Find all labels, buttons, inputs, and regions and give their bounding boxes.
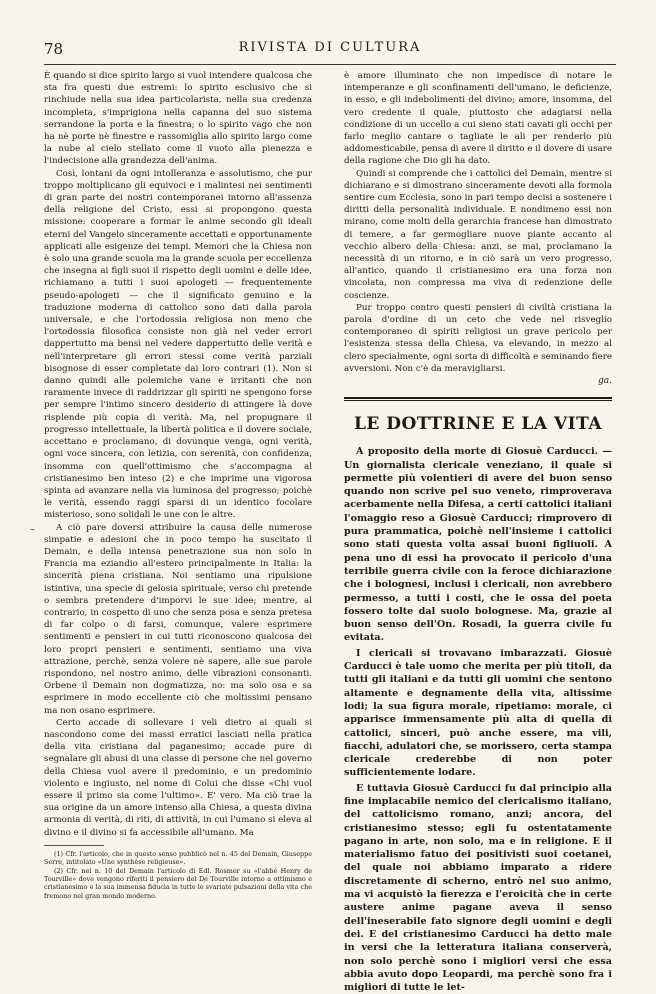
body-paragraph: è amore illuminato che non impedisce di notare le intemperanze e gli sconfinamenti dell'umano, le deficienze, in esso, e gli indebolimenti del divino; amore, insomma, del vero credente il quale, piuttosto che adagiarsi nella condizione di un uccello a cui sieno stati cavati gli occhi per farlo meglio cantare o tagliate le ali per renderlo più addomesticabile, pensa di avere il diritto e il dovere di usare della ragione che Dio gli ha dato. [344,71,612,167]
bold-paragraph: I clericali si trovavano imbarazzati. Giosuè Carducci è tale uomo che merita per più titoli, da tutti gli italiani e da tutti gli uomini che sentono altamente e degnamente della vita, altissime lodi; la sua figura morale, ripetiamo: morale, ci apparisce immensamente più alta di quella di cattolici, sinceri, può anche essere, ma vili, fiacchi, adulatori che, se morissero, certa stampa clericale crederebbe di non poter sufficientemente lodare. [344,647,612,779]
footnote-rule [44,845,104,846]
margin-mark: – [30,524,35,535]
bold-paragraph: E tuttavia Giosuè Carducci fu dal principio alla fine implacabile nemico del clericalismo italiano, del cattolicismo romano, anzi; ancora, del cristianesimo stesso; egli fu ostentatamente pagano in arte, non solo, ma e in religione. E il materialismo fatuo dei positivisti suoi coetanei, del quale noi abbiamo imparato a ridere discretamente di scherno, entrò nel suo animo, ma vi acquistò la fierezza e l'eroicità che in certe austere anime pagane aveva il senso dell'ineserabile fato signore degli uomini e degli dei. E del cristianesimo Carducci ha detto male in versi che la letteratura italiana conserverà, non solo perchè sono i migliori versi che essa abbia avuto dopo Leopardi, ma perchè sono fra i migliori di tutte le let- [344,782,612,994]
header-rule [44,64,616,65]
author-signature: ga. [598,376,612,387]
section-rule-top [344,397,612,399]
section-rule-bottom [344,400,612,401]
body-paragraph: Pur troppo contro questi pensieri di civiltà cristiana la parola d'ordine di un ceto che vede nel risveglio contemporaneo di spiriti religiosi un grave pericolo per l'esistenza stessa della Chiesa, va elevando, in mezzo al clero specialmente, ogni sorta di difficoltà e seminando fiere avversioni. Non c'è da meravigliarsi. [344,302,612,374]
body-paragraph: Così, lontani da ogni intolleranza e assolutismo, che pur troppo moltiplicano gli equivoci e i malintesi nei sentimenti di gran parte dei nostri contemporanei intorno all'assenza della religione del Cristo, essi si propongono questa missione: cooperare a formar le anime secondo gli ideali eterni del Vangelo sinceramente accettati e opportunamente applicati alle esigenze dei tempi. Memori che la Chiesa non è solo una grande scuola ma la grande scuola per eccellenza che insegna ai figli suoi il rispetto degli uomini e delle idee, richiamano a tutti i suoi apologeti — frequentemente pseudo-apologeti — che il significato genuino e la traduzione moderna di cattolico sono dati dalla parola universale, e che l'ortodossia religiosa non meno che l'ortodossia filosofica consiste non già nel veder errori dappertutto ma bensì nel vedere dappertutto delle verità e nell'interpretare gli errori stessi come verità parziali bisognose di esser completate dai loro contrari (1). Non si danno quindi alle polemiche vane e irritanti che non raramente invece di raddrizzar gli spiriti ne spengono forse per sempre l'intimo sincero desiderio di attingere là dove risplende più copia di verità. Ma, nel propugnare il progresso intellettuale, la libertà politica e il dovere sociale, accettano e proclamano, di dovunque venga, ogni verità, ogni voce sincera, con letizia, con serenità, con confidenza, insomma con quell'ottimismo che s'accompagna al cristianesimo ben inteso (2) e che imprime una vigorosa spinta ad avanzare nella via luminosa del progresso; poichè le verità, essendo raggi sparsi di un identico focolare misterioso, sono solidali le une con le altre. [44,168,312,521]
body-paragraph: È quando si dice spirito largo si vuol intendere qualcosa che sta fra questi due estremi: lo spirito esclusivo che si rinchiude nella sua idea particolarista, nella sua credenza incompleta, s'imprigiona nella capanna del suo sistema serrandone la porta e la finestra; o lo spirito vago che non ha nè porte nè finestre e rassomiglia allo spirito largo come la nube al cielo stellato come il vuoto alla pienezza e l'indecisione alla grandezza dell'anima. [44,71,312,167]
body-paragraph: Certo accade di sollevare i veli dietro ai quali si nascondono come dei massi erratici lasciati nella pratica della vita cristiana dal paganesimo; accade pure di segnalare gli abusi di una classe di persone che nel governo della Chiesa vuol avere il predominio, e un predominio violento e ingiusto, nel nome di Colui che disse «Chi vuol essere il primo sia come l'ultimo». E' vero. Ma ciò trae la sua origine da un amore intenso alla Chiesa, a questa divina armonia di verità, di riti, di attività, in cui l'umano si eleva al divino e il divino si fa accessibile all'umano. Ma [44,717,312,838]
bold-paragraph: A proposito della morte di Giosuè Carducci. — Un giornalista clericale veneziano, il quale si permette più volentieri di avere del buon senso quando non scrive pel suo veneto, rimproverava acerbamente nella Difesa, a certi cattolici italiani l'omaggio reso a Giosuè Carducci; rimprovero di pura prammatica, poichè nell'insieme i cattolici sono stati questa volta assai buoni figliuoli. A pena uno di essi ha provocato il pericolo d'una terribile guerra civile con la feroce dichiarazione che i bolognesi, inclusi i clericali, non avrebbero permesso, a tutti i costi, che le ossa del poeta fossero tolte dal suolo bolognese. Ma, grazie al buon senso dell'On. Rosadi, la guerra civile fu evitata. [344,446,612,644]
left-column [44,70,312,900]
page-number: 78 [44,40,64,58]
journal-title: RIVISTA DI CULTURA [238,40,422,55]
section-body [344,445,612,994]
section-title: LE DOTTRINE E LA VITA [353,414,603,435]
footnote: (1) Cfr. l'articolo, che in questo senso pubblicò nel n. 45 del Demain, Giuseppe Serre, intitolato «Une synthèse religieuse». [44,849,312,867]
footnotes [44,850,312,900]
right-column [344,70,612,994]
running-header [44,40,616,60]
body-paragraph: Quindi si comprende che i cattolici del Demain, mentre si dichiarano e si dimostrano sinceramente devoti alla formola sentire cum Ecclesia, sono in pari tempo decisi a sostenere i diritti della personalità individuale. E nondimeno essi non mirano, come molti della gerarchia francese han dimostrato di temere, a far germogliare nuove piante accanto al vecchio albero della Chiesa: anzi, se mai, proclamano la necessità di un ritorno, e in ciò sarà un vero progresso, all'antico, quando il cristianesimo era una forza non vincolata, non compressa ma viva di redenzione delle coscienze. [344,168,612,301]
body-paragraph: A ciò pare doversi attribuire la causa delle numerose simpatie e adesioni che in poco tempo ha suscitato il Demain, e della intensa penetrazione sua non solo in Francia ma eziandio all'estero principalmente in Italia: la sincerità piena cristiana. Noi sentiamo una ripulsione istintiva, una specie di gelosia spirituale, verso chi pretende o sembra pretendere d'imporvi le sue idee; mentre, al contrario, in cospetto di uno che senza posa e senza pretesa di far colpo o di farsi, comunque, valere esprimere sentimenti e pensieri in cui tutti riconoscono qualcosa dei loro propri pensieri e sentimenti, sentiamo una viva attrazione, perchè, senza volere nè sapere, alle sue parole rispondono, nel nostro animo, delle vibrazioni consonanti. Orbene il Demain non dogmatizza, no: ma solo osa e sa esprimere in modo eccellente ciò che moltissimi pensano ma non osano esprimere. [44,522,312,716]
footnote: (2) Cfr. nel n. 10 del Demain l'articolo di Edl. Rosmer su «l'abbé Henry de Tourville» dove vengono riferiti il pensiero del De Tourville intorno a ottimismo e cristianesimo e la sua immensa fiducia in tutte le svariate pulsazioni della vita che fremono nel gran mondo moderno. [44,866,312,900]
